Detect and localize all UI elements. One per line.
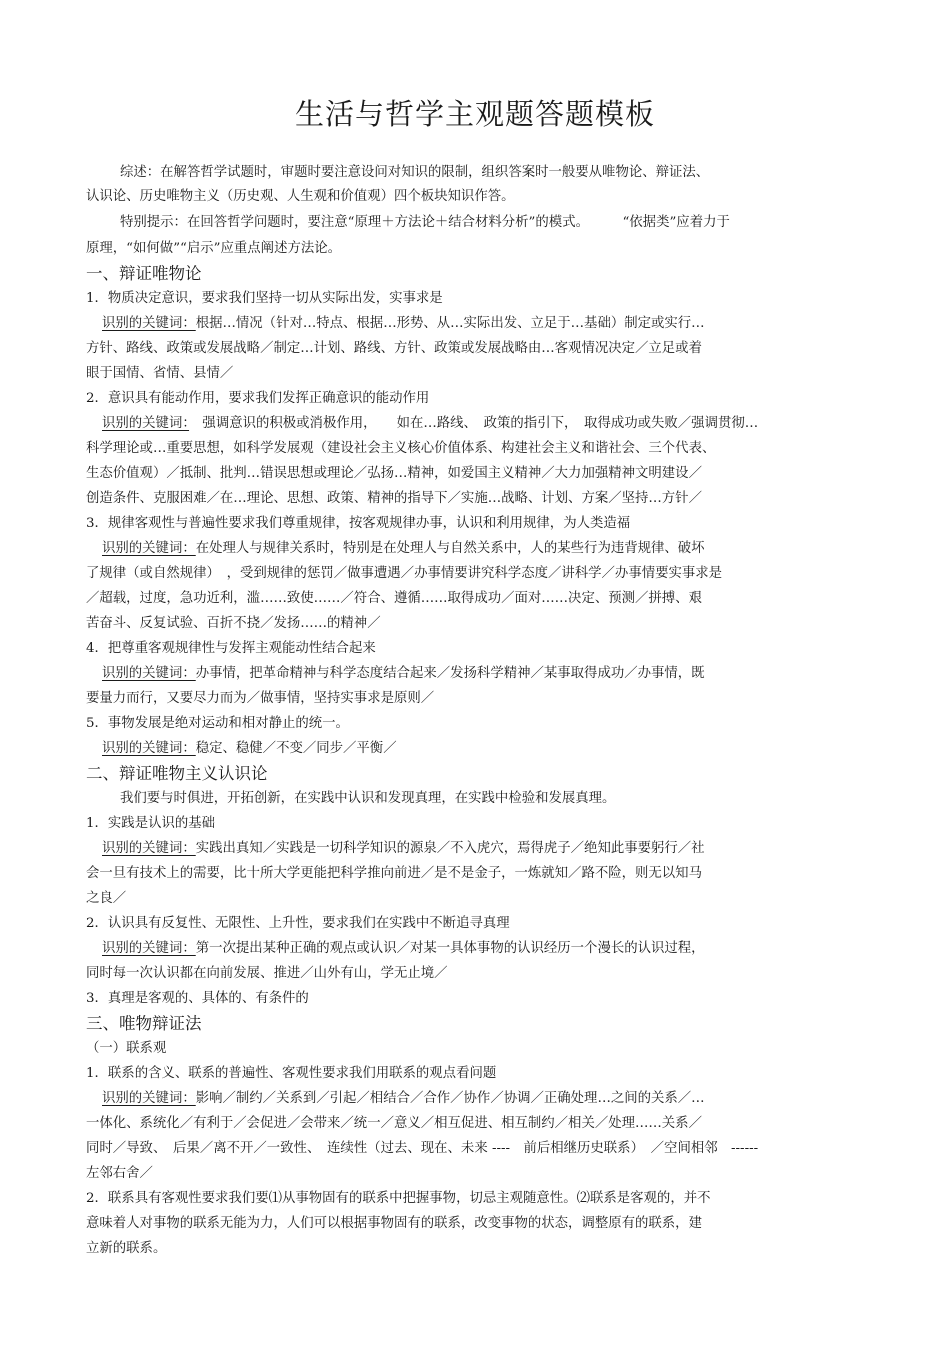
sec1-point-4-keywords [102, 663, 856, 686]
sec1-point-1-line-3: 眼于国情、省情、县情／ [86, 366, 234, 381]
sec3-point-2-line-3: 立新的联系。 [86, 1241, 167, 1256]
keyword-label: 识别的关键词： [102, 666, 196, 681]
sec1-point-2-line-3: 生态价值观）／抵制、批判…错误思想或理论／弘扬…精神，如爱国主义精神／大力加强精神文明建设／ [86, 466, 702, 481]
sec3-point-2-line-2: 意味着人对事物的联系无能为力，人们可以根据事物固有的联系，改变事物的状态，调整原有的联系，建 [86, 1216, 702, 1231]
sec1-point-1-line-2: 方针、路线、政策或发展战略／制定…计划、路线、方针、政策或发展战略由…客观情况决定／立足或着 [86, 341, 702, 356]
intro-line-4: 原理，“如何做”“启示”应重点阐述方法论。 [86, 241, 342, 256]
sec2-point-1: 1．实践是认识的基础 [86, 816, 216, 831]
intro-line-1: 综述：在解答哲学试题时，审题时要注意设问对知识的限制，组织答案时一般要从唯物论、辩证法、 [120, 165, 710, 180]
sec3-point-1-line-2: 一体化、系统化／有利于／会促进／会带来／统一／意义／相互促进、相互制约／相关／处理……关系／ [86, 1116, 702, 1131]
sec1-point-1-keywords [102, 313, 856, 336]
sec2-point-1-line-2: 会一旦有技术上的需要，比十所大学更能把科学推向前进／是不是金子，一炼就知／路不险，则无以知马 [86, 866, 702, 881]
sec2-point-1-line-3: 之良／ [86, 891, 127, 906]
intro-line-3: 特别提示：在回答哲学问题时，要注意“原理＋方法论＋结合材料分析”的模式。 “依据类”应着力于 [120, 215, 730, 230]
keyword-text: 根据…情况（针对…特点、根据…形势、从…实际出发、立足于…基础）制定或实行… [195, 316, 705, 331]
sec2-point-2-line-2: 同时每一次认识都在向前发展、推进／山外有山，学无止境／ [86, 966, 448, 981]
sec2-point-2: 2．认识具有反复性、无限性、上升性，要求我们在实践中不断追寻真理 [86, 916, 510, 931]
keyword-label: 识别的关键词： [102, 1091, 196, 1106]
keyword-label: 识别的关键词： [102, 941, 196, 956]
keyword-text: 实践出真知／实践是一切科学知识的源泉／不入虎穴，焉得虎子／绝知此事要躬行／社 [195, 841, 705, 856]
sec1-point-5: 5．事物发展是绝对运动和相对静止的统一。 [86, 716, 349, 731]
sec1-point-4-line-2: 要量力而行，又要尽力而为／做事情，坚持实事求是原则／ [86, 691, 435, 706]
page-title: 生活与哲学主观题答题模板 [294, 97, 655, 131]
sec2-point-2-keywords [102, 938, 856, 961]
sec1-point-3-line-3: ／超载，过度，急功近利，滥……致使……／符合、遵循……取得成功／面对……决定、预测／拼搏、艰 [86, 591, 702, 606]
sec1-point-1: 1．物质决定意识，要求我们坚持一切从实际出发，实事求是 [86, 291, 443, 306]
keyword-label: 识别的关键词： [102, 416, 190, 431]
sec1-point-2-line-4: 创造条件、克服困难／在…理论、思想、政策、精神的指导下／实施…战略、计划、方案／坚持…方针／ [86, 491, 702, 506]
keyword-text: 强调意识的积极或消极作用， 如在…路线、 政策的指引下， 取得成功或失败／强调贯彻… [189, 416, 759, 431]
sec1-point-5-keywords [102, 738, 856, 761]
sec1-point-4: 4．把尊重客观规律性与发挥主观能动性结合起来 [86, 641, 376, 656]
sec3-point-2: 2．联系具有客观性要求我们要⑴从事物固有的联系中把握事物，切忌主观随意性。⑵联系是客观的，并不 [86, 1191, 711, 1206]
sec1-point-3-line-2: 了规律（或自然规律） ，受到规律的惩罚／做事遭遇／办事情要讲究科学态度／讲科学／办事情要实事求是 [86, 566, 723, 581]
keyword-text: 在处理人与规律关系时，特别是在处理人与自然关系中，人的某些行为违背规律、破坏 [195, 541, 705, 556]
keyword-text: 第一次提出某种正确的观点或认识／对某一具体事物的认识经历一个漫长的认识过程， [195, 941, 705, 956]
keyword-text: 影响／制约／关系到／引起／相结合／合作／协作／协调／正确处理…之间的关系／… [195, 1091, 705, 1106]
keyword-label: 识别的关键词： [102, 841, 196, 856]
sec1-point-3-line-4: 苦奋斗、反复试验、百折不挠／发扬……的精神／ [86, 616, 381, 631]
section-heading-3: 三、唯物辩证法 [86, 1014, 202, 1033]
keyword-label: 识别的关键词： [102, 316, 196, 331]
sec3-point-1-line-4: 左邻右舍／ [86, 1166, 153, 1181]
sec2-intro: 我们要与时俱进，开拓创新，在实践中认识和发现真理，在实践中检验和发展真理。 [120, 791, 616, 806]
sec2-point-1-keywords [102, 838, 856, 861]
keyword-text: 办事情，把革命精神与科学态度结合起来／发扬科学精神／某事取得成功／办事情，既 [195, 666, 705, 681]
keyword-label: 识别的关键词： [102, 541, 196, 556]
sec3-point-1: 1．联系的含义、联系的普遍性、客观性要求我们用联系的观点看问题 [86, 1066, 497, 1081]
sec1-point-3: 3．规律客观性与普遍性要求我们尊重规律，按客观规律办事，认识和利用规律，为人类造福 [86, 516, 631, 531]
intro-line-2: 认识论、历史唯物主义（历史观、人生观和价值观）四个板块知识作答。 [86, 189, 515, 204]
keyword-text: 稳定、稳健／不变／同步／平衡／ [195, 741, 397, 756]
sec1-point-2-keywords [102, 413, 856, 436]
sec3-point-1-keywords [102, 1088, 856, 1111]
sec3-point-1-line-3: 同时／导致、 后果／离不开／一致性、 连续性（过去、现在、未来 ---- 前后相继历史联系） ／空间相邻 ------ [86, 1141, 759, 1156]
sec1-point-3-keywords [102, 538, 856, 561]
sec1-point-2-line-2: 科学理论或…重要思想，如科学发展观（建设社会主义核心价值体系、构建社会主义和谐社会、三个代表、 [86, 441, 716, 456]
keyword-label: 识别的关键词： [102, 741, 196, 756]
sec1-point-2: 2．意识具有能动作用，要求我们发挥正确意识的能动作用 [86, 391, 430, 406]
section-heading-2: 二、辩证唯物主义认识论 [86, 764, 268, 783]
section-heading-1: 一、辩证唯物论 [86, 264, 202, 283]
sec3-subheading: （一）联系观 [86, 1041, 167, 1056]
sec2-point-3: 3．真理是客观的、具体的、有条件的 [86, 991, 309, 1006]
